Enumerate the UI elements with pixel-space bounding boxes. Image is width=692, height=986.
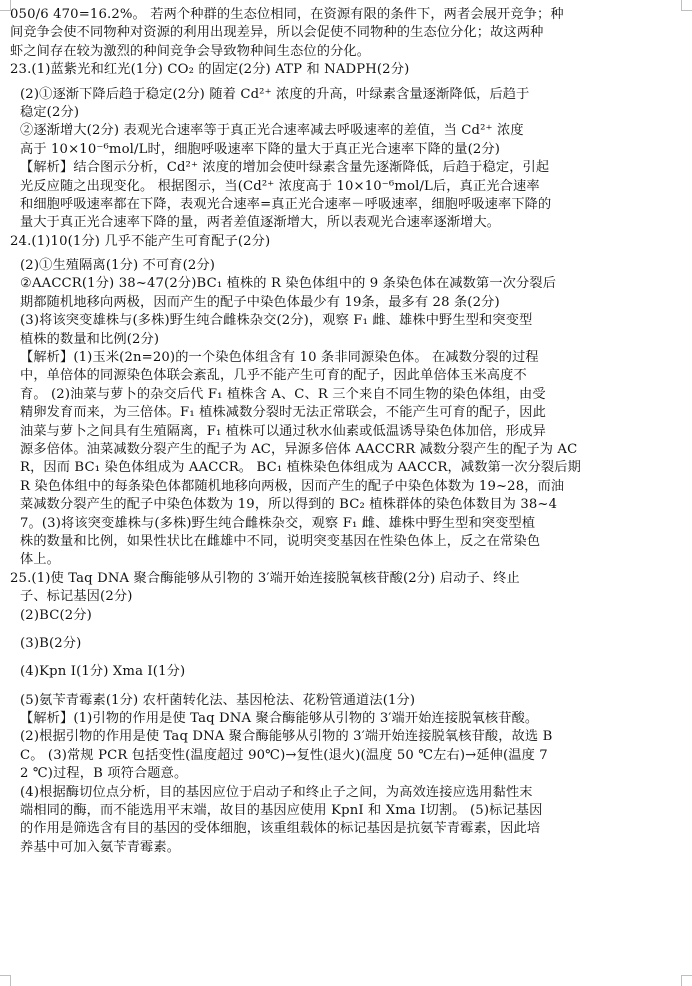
text-line: 体上。 — [20, 552, 61, 568]
text-line: 高于 10×10⁻⁶mol/L时，细胞呼吸速率下降的量大于真正光合速率下降的量(2分) — [20, 141, 501, 157]
question-23-part-2: (2)①逐渐下降后趋于稳定(2分) 随着 Cd²⁺ 浓度的升高，叶绿素含量逐渐降低，后趋于 — [20, 86, 530, 102]
text-line: 株的数量和比例，如果性状比在雌雄中不同，说明突变基因在性染色体上，反之在常染色 — [20, 533, 541, 549]
text-line: ②逐渐增大(2分) 表观光合速率等于真正光合速率减去呼吸速率的差值，当 Cd²⁺ 浓度 — [20, 123, 524, 139]
text-line: 子、标记基因(2分) — [20, 589, 133, 605]
text-line: (2)根据引物的作用是使 Taq DNA 聚合酶能够从引物的 3′端开始连接脱氧核苷酸，故选 B — [20, 729, 553, 745]
text-line: C。 (3)常规 PCR 包括变性(温度超过 90℃)→复性(退火)(温度 50 ℃左右)→延伸(温度 7 — [20, 747, 548, 763]
text-line: 植株的数量和比例(2分) — [20, 331, 160, 347]
text-line: 精卵发育而来，为三倍体。F₁ 植株减数分裂时无法正常联会，不能产生可育的配子，因此 — [20, 405, 546, 421]
text-line: 菜减数分裂产生的配子中染色体数为 19，所以得到的 BC₂ 植株群体的染色体数目为 38~4 — [20, 497, 558, 513]
text-line: 期都随机地移向两极，因而产生的配子中染色体最少有 19条，最多有 28 条(2分) — [20, 294, 500, 310]
text-line: R，因而 BC₁ 染色体组成为 AACCR。 BC₁ 植株染色体组成为 AACCR，减数第一次分裂后期 — [20, 460, 581, 476]
question-24-part-3: (3)将该突变雄株与(多株)野生纯合雌株杂交(2分)，观察 F₁ 雌、雄株中野生型和突变型 — [20, 313, 533, 329]
crop-mark-bottom-left — [0, 975, 11, 986]
question-25-part-1: 25.(1)使 Taq DNA 聚合酶能够从引物的 3′端开始连接脱氧核苷酸(2分) 启动子、终止 — [10, 570, 520, 586]
crop-mark-bottom-right — [681, 975, 692, 986]
text-line: 养基中可加入氨苄青霉素。 — [20, 839, 181, 855]
text-line: 7。(3)将该突变雄株与(多株)野生纯合雌株杂交，观察 F₁ 雌、雄株中野生型和突变型植 — [20, 515, 536, 531]
question-25-part-4: (4)Kpn I(1分) Xma I(1分) — [20, 664, 186, 680]
text-line: 稳定(2分) — [20, 104, 80, 120]
answer-document — [10, 6, 682, 857]
text-line: R 染色体组中的每条染色体都随机地移向两极，因而产生的配子中染色体数为 19~28，而油 — [20, 478, 565, 494]
text-line: 光反应随之出现变化。 根据图示，当(Cd²⁺ 浓度高于 10×10⁻⁶mol/L后，真正光合速率 — [20, 178, 540, 194]
analysis-24: 【解析】(1)玉米(2n=20)的一个染色体组含有 10 条非同源染色体。 在减数分裂的过程 — [20, 350, 539, 366]
text-line: 中，单倍体的同源染色体联会紊乱，几乎不能产生可育的配子，因此单倍体玉米高度不 — [20, 368, 527, 384]
analysis-25: 【解析】(1)引物的作用是使 Taq DNA 聚合酶能够从引物的 3′端开始连接脱氧核苷酸。 — [20, 711, 539, 727]
text-line: 虾之间存在较为激烈的种间竞争会导致物种间生态位的分化。 — [10, 43, 371, 59]
question-23-part-1: 23.(1)蓝紫光和红光(1分) CO₂ 的固定(2分) ATP 和 NADPH(2分) — [10, 62, 410, 78]
crop-mark-top-right — [681, 0, 692, 11]
text-line: 2 ℃)过程，B 项符合题意。 — [20, 766, 188, 782]
question-24-part-2: (2)①生殖隔离(1分) 不可育(2分) — [20, 258, 216, 274]
question-25-part-3: (3)B(2分) — [20, 635, 82, 651]
text-line: 油菜与萝卜之间具有生殖隔离，F₁ 植株可以通过秋水仙素或低温诱导染色体加倍，形成异 — [20, 423, 546, 439]
question-25-part-5: (5)氨苄青霉素(1分) 农杆菌转化法、基因枪法、花粉管通道法(1分) — [20, 692, 416, 708]
text-line: 050/6 470=16.2%。 若两个种群的生态位相同，在资源有限的条件下，两者会展开竞争；种 — [10, 7, 564, 22]
analysis-23: 【解析】结合图示分析，Cd²⁺ 浓度的增加会使叶绿素含量先逐渐降低，后趋于稳定，引起 — [20, 160, 550, 176]
text-line: ②AACCR(1分) 38~47(2分)BC₁ 植株的 R 染色体组中的 9 条染色体在减数第一次分裂后 — [20, 276, 557, 292]
question-24-part-1: 24.(1)10(1分) 几乎不能产生可育配子(2分) — [10, 233, 271, 249]
question-25-part-2: (2)BC(2分) — [20, 607, 92, 623]
text-line: 量大于真正光合速率下降的量，两者差值逐渐增大，所以表观光合速率逐渐增大。 — [20, 215, 501, 231]
text-line: 和细胞呼吸速率都在下降，表观光合速率=真正光合速率－呼吸速率，细胞呼吸速率下降的 — [20, 196, 552, 212]
text-line: 端相同的酶，而不能选用平末端，故目的基因应使用 KpnI 和 Xma I切割。 (5)标记基因 — [20, 803, 543, 819]
text-line: 的作用是筛选含有目的基因的受体细胞，该重组载体的标记基因是抗氨苄青霉素，因此培 — [20, 821, 541, 837]
text-line: (4)根据酶切位点分析，目的基因应位于启动子和终止子之间，为高效连接应选用黏性末 — [20, 784, 533, 800]
text-line: 间竞争会使不同物种对资源的利用出现差异，所以会促使不同物种的生态位分化；故这两种 — [10, 25, 544, 41]
text-line: 育。 (2)油菜与萝卜的杂交后代 F₁ 植株含 A、C、R 三个来自不同生物的染色体组，由受 — [20, 386, 546, 402]
text-line: 源多倍体。油菜减数分裂产生的配子为 AC，异源多倍体 AACCRR 减数分裂产生的配子为 AC — [20, 441, 578, 457]
